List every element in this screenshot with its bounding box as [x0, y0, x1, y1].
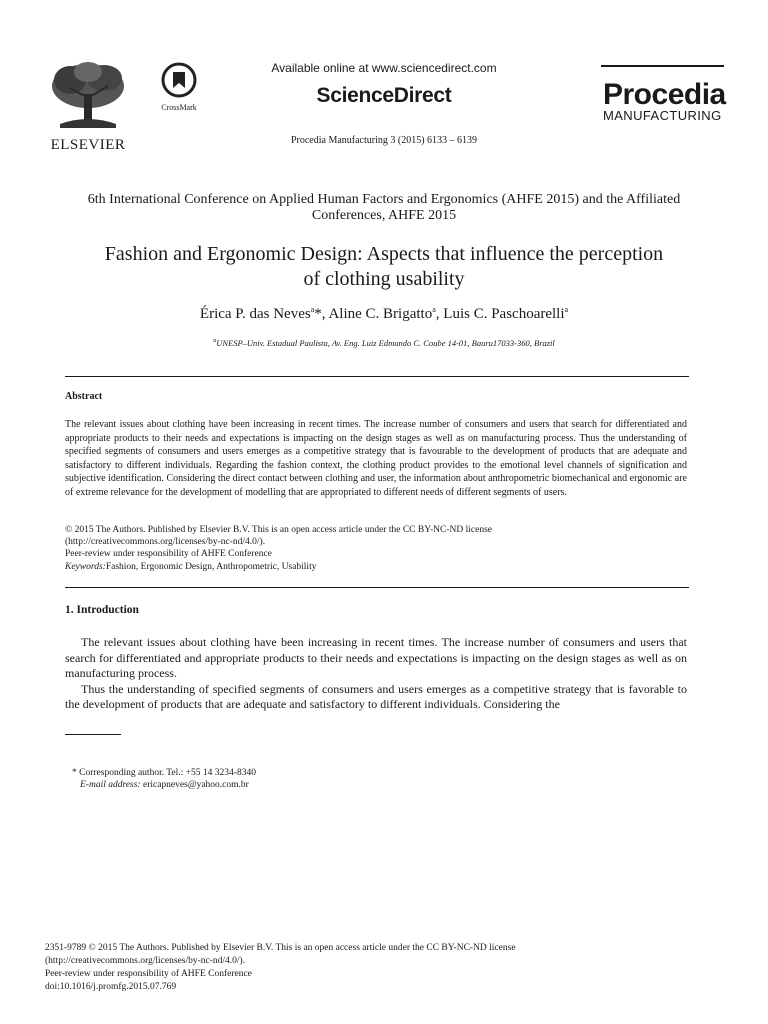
procedia-subtitle: MANUFACTURING	[603, 108, 722, 123]
author-affil-sup: a	[310, 305, 315, 314]
author-affil-sup: a	[564, 305, 569, 314]
crossmark-icon	[161, 62, 197, 98]
abstract-bottom-rule	[65, 587, 689, 588]
corresponding-author-note: * Corresponding author. Tel.: +55 14 3234-8340	[72, 768, 256, 778]
author-separator: ,	[435, 306, 444, 322]
email-note	[80, 780, 249, 791]
paragraph: Thus the understanding of specified segments of consumers and users emerges as a competitive strategy that is favorable to the development of products that are adequate and satisfactory to different individuals. Considering the	[65, 681, 687, 711]
author-list	[60, 305, 708, 323]
issn-copyright: 2351-9789 © 2015 The Authors. Published by Elsevier B.V. This is an open access article under the CC BY-NC-ND license	[45, 943, 516, 953]
corresponding-mark: *	[314, 306, 322, 322]
abstract-license-link[interactable]: (http://creativecommons.org/licenses/by-nc-nd/4.0/).	[65, 537, 266, 547]
bottom-peer-review: Peer-review under responsibility of AHFE Conference	[45, 969, 252, 979]
abstract-peer-review: Peer-review under responsibility of AHFE Conference	[65, 549, 272, 559]
procedia-brand: Procedia	[603, 78, 726, 111]
affiliation-sup: a	[213, 338, 217, 345]
footnote-rule	[65, 734, 121, 735]
keywords	[65, 561, 316, 573]
author-name: Luis C. Paschoarelli	[443, 306, 565, 322]
conference-name: 6th International Conference on Applied Human Factors and Ergonomics (AHFE 2015) and the Affiliated Conferences, AHFE 2015	[87, 192, 681, 223]
introduction-body	[65, 635, 687, 713]
paragraph: The relevant issues about clothing have been increasing in recent times. The increase number of consumers and users that search for differentiated and appropriate products to their needs and expectations is impacting on the design stages as well as on manufacturing process.	[65, 635, 687, 680]
sciencedirect-brand[interactable]: ScienceDirect	[316, 84, 452, 107]
section-heading: 1. Introduction	[65, 604, 139, 616]
journal-reference: Procedia Manufacturing 3 (2015) 6133 – 6139	[290, 135, 478, 146]
publisher-name: ELSEVIER	[50, 137, 126, 153]
author-separator: ,	[321, 306, 329, 322]
available-online: Available online at www.sciencedirect.com	[271, 61, 497, 75]
crossmark-label: CrossMark	[161, 103, 197, 112]
abstract-copyright: © 2015 The Authors. Published by Elsevier B.V. This is an open access article under the CC BY-NC-ND license	[65, 525, 493, 535]
paper-title: Fashion and Ergonomic Design: Aspects that influence the perception of clothing usability	[104, 243, 664, 290]
procedia-top-rule	[601, 65, 724, 67]
abstract-top-rule	[65, 376, 689, 377]
keywords-text: Fashion, Ergonomic Design, Anthropometric, Usability	[105, 562, 317, 572]
keywords-label: Keywords:	[65, 562, 106, 572]
author-affil-sup: a	[432, 305, 436, 314]
affiliation-text: UNESP–Univ. Estadual Paulista, Av. Eng. Luiz Edmundo C. Coube 14-01, Bauru17033-360, Brazil	[216, 338, 555, 348]
elsevier-logo	[40, 58, 136, 153]
elsevier-tree-icon	[40, 58, 136, 130]
bottom-license-link[interactable]: (http://creativecommons.org/licenses/by-nc-nd/4.0/).	[45, 956, 246, 966]
abstract-text: The relevant issues about clothing have been increasing in recent times. The increase number of consumers and users that search for differentiated and appropriate products to their needs and expectations is impacting on the design stages as well as on manufacturing process. Thus the understanding of specified segments of consumers and users emerges as a competitive strategy that is favourable to the development of products that are adequate and satisfactory to different individuals. Regarding the fashion context, the clothing product provides to the emotional level channels of signification and subjective identification. Considering the direct contact between clothing and user, the information about anthropometric biomechanical and ergonomic are of extreme relevance for the development of modelling that are appropriated to different needs of different segments of users.	[65, 419, 687, 498]
author-name: Érica P. das Neves	[199, 306, 311, 322]
email-address[interactable]: ericapneves@yahoo.com.br	[142, 780, 249, 790]
email-label: E-mail address:	[80, 780, 141, 790]
abstract-heading: Abstract	[65, 391, 103, 402]
affiliation	[60, 338, 708, 348]
author-name: Aline C. Brigatto	[328, 306, 433, 322]
doi[interactable]: doi:10.1016/j.promfg.2015.07.769	[45, 982, 177, 992]
crossmark-badge[interactable]	[152, 62, 206, 112]
